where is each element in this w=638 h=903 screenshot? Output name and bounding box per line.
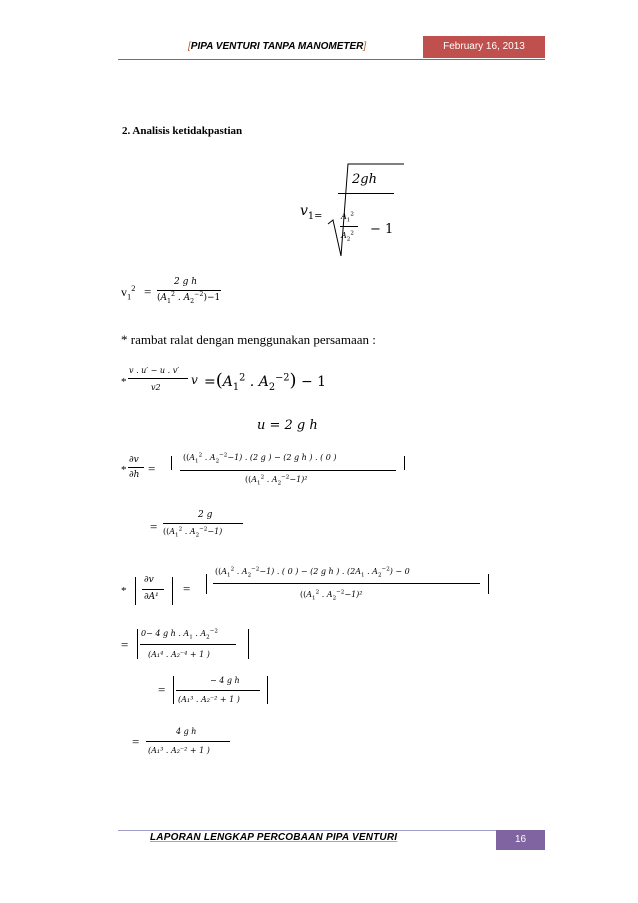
fraction-bar (128, 467, 144, 468)
fraction-bar (128, 378, 188, 379)
abs-bar-left (206, 574, 207, 594)
fraction-bar (140, 644, 236, 645)
abs-bar-right (488, 574, 489, 594)
abs-bar-left (135, 577, 136, 605)
page-number: 16 (496, 830, 545, 850)
header-date: February 16, 2013 (423, 36, 545, 58)
fraction-bar (180, 470, 396, 471)
fraction-bar (213, 583, 480, 584)
abs-bar-right (172, 577, 173, 605)
note-rambat-ralat: * rambat ralat dengan menggunakan persamaan : (121, 332, 376, 347)
header-rule (118, 59, 545, 60)
fraction-bar (146, 741, 230, 742)
abs-bar-left (137, 629, 138, 659)
footer-rule (118, 830, 545, 831)
abs-bar-right (404, 456, 405, 470)
footer-title: LAPORAN LENGKAP PERCOBAAN PIPA VENTURI (150, 832, 398, 843)
abs-bar-left (173, 676, 174, 704)
fraction-bar (157, 290, 221, 291)
abs-bar-right (267, 676, 268, 704)
fraction-bar (163, 523, 243, 524)
fraction-bar (340, 226, 358, 227)
abs-bar-left (171, 456, 172, 470)
section-heading: 2. Analisis ketidakpastian (122, 125, 243, 137)
fraction-bar (338, 193, 394, 194)
fraction-bar (176, 690, 260, 691)
abs-bar-right (248, 629, 249, 659)
header-title: [PIPA VENTURI TANPA MANOMETER] (188, 41, 367, 52)
fraction-bar (142, 589, 164, 590)
equation-u: u = 2 g h (257, 418, 318, 433)
